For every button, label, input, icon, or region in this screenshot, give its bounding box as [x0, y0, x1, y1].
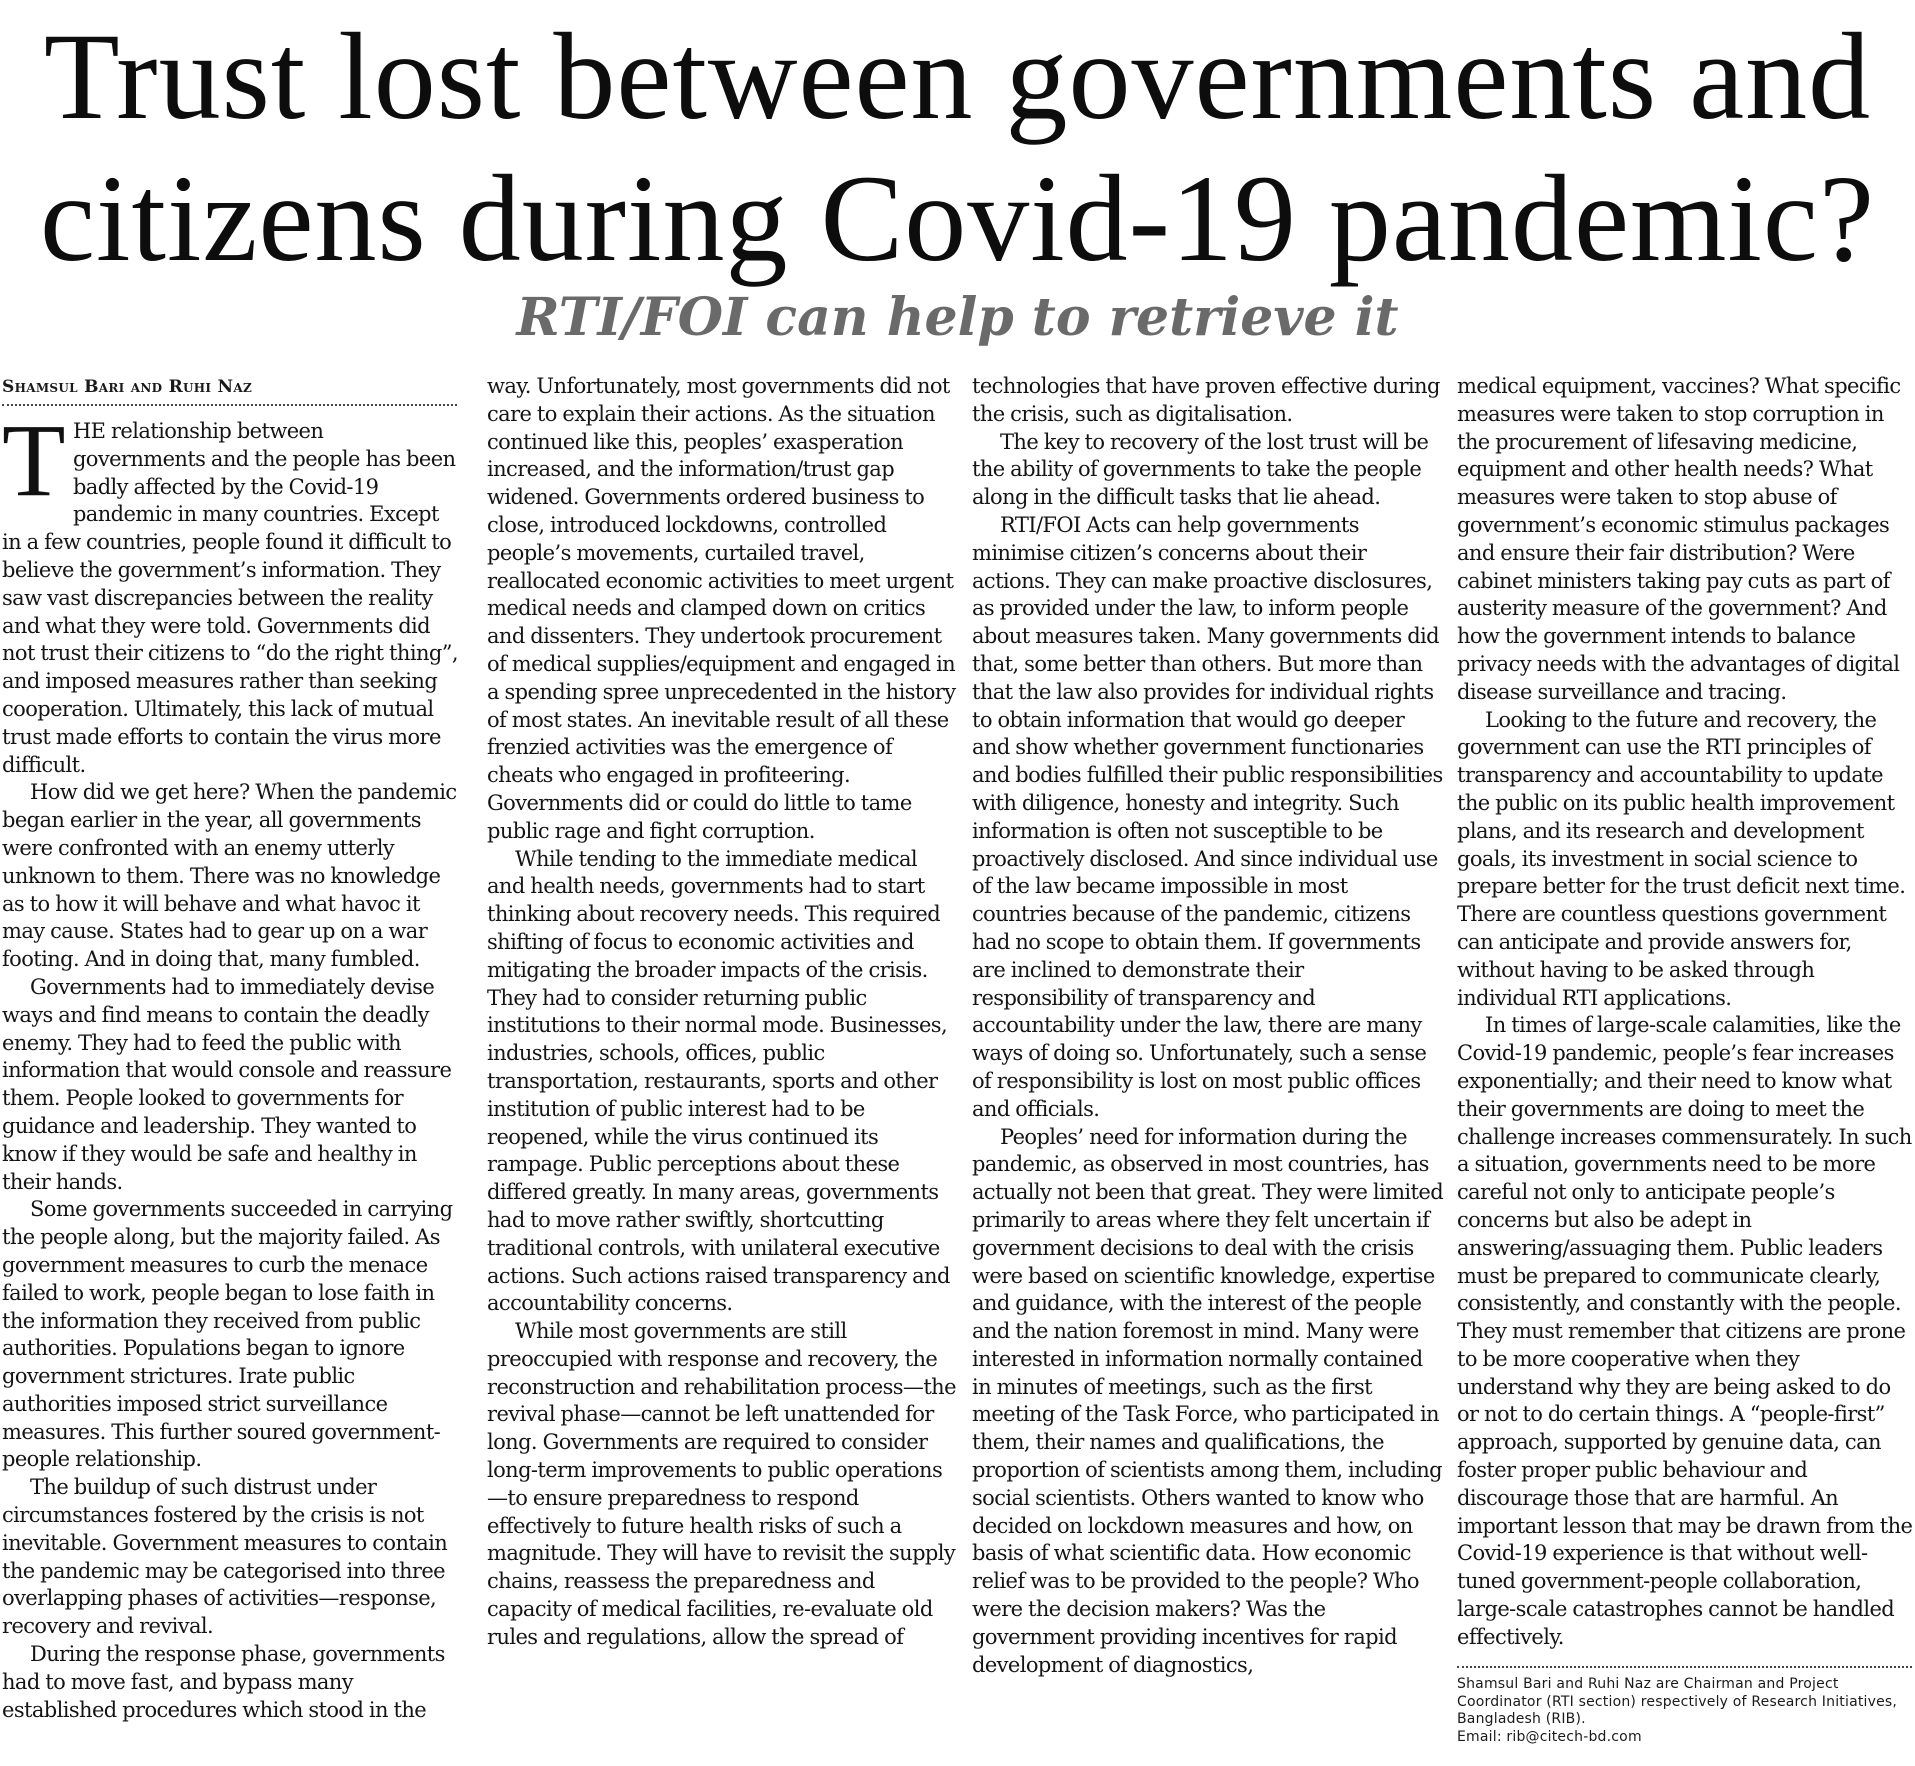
author-note-divider — [1457, 1666, 1912, 1668]
author-note — [1457, 1676, 1915, 1746]
paragraph: RTI/FOI Acts can help governments minimise citizen’s concerns about their actions. They can make proactive disclosures, as provided under the law, to inform people about measures taken. Many governments did that, some better than others. But more than that the law also provides for individual rights to obtain information that would go deeper and show whether government functionaries and bodies fulfilled their public responsibilities with diligence, honesty and integrity. Such information is often not susceptible to be proactively disclosed. And since individual use of the law became impossible in most countries because of the pandemic, citizens had no scope to obtain them. If governments are inclined to demonstrate their responsibility of transparency and accountability under the law, there are many ways of doing so. Unfortunately, such a sense of responsibility is lost on most public offices and officials. — [972, 512, 1443, 1121]
headline-line-2: citizens during Covid-19 pandemic? — [40, 150, 1875, 287]
byline-divider — [2, 404, 457, 406]
paragraph: How did we get here? When the pandemic began earlier in the year, all governments were confronted with an enemy utterly unknown to them. There was no knowledge as to how it will behave and what havoc it may cause. States had to gear up on a war footing. And in doing that, many fumbled. — [2, 780, 457, 972]
paragraph: Governments had to immediately devise ways and find means to contain the deadly enemy. They had to feed the public with information that would console and reassure them. People looked to governments for guidance and leadership. They wanted to know if they would be safe and healthy in their hands. — [2, 974, 452, 1194]
paragraph: Looking to the future and recovery, the government can use the RTI principles of transparency and accountability to update the public on its public health improvement plans, and its research and development goals, its investment in social science to prepare better for the trust deficit next time. There are countless questions government can anticipate and provide answers for, without having to be asked through individual RTI applications. — [1457, 707, 1906, 1010]
paragraph — [2, 403, 460, 779]
article-column-4 — [1457, 373, 1915, 1652]
article-column-3 — [972, 373, 1444, 1679]
author-bio: Shamsul Bari and Ruhi Naz are Chairman and Project Coordinator (RTI section) respectively of Research Initiatives, Bangladesh (RIB). — [1457, 1676, 1898, 1727]
paragraph: way. Unfortunately, most governments did not care to explain their actions. As the situation continued like this, peoples’ exasperation increased, and the information/trust gap widened. Governments ordered business to close, introduced lockdowns, controlled people’s movements, curtailed travel, reallocated economic activities to meet urgent medical needs and clamped down on critics and dissenters. They undertook procurement of medical supplies/equipment and engaged in a spending spree unprecedented in the history of most states. An inevitable result of all these frenzied activities was the emergence of cheats who engaged in profiteering. Governments did or could do little to tame public rage and fight corruption. — [487, 374, 956, 843]
paragraph: During the response phase, governments had to move fast, and bypass many established procedures which stood in the — [2, 1642, 445, 1722]
paragraph: In times of large-scale calamities, like the Covid-19 pandemic, people’s fear increases exponentially; and their need to know what their governments are doing to meet the challenge increases commensurately. In such a situation, governments need to be more careful not only to anticipate people’s concerns but also be adept in answering/assuaging them. Public leaders must be prepared to communicate clearly, consistently, and constantly with the people. They must remember that citizens are prone to be more cooperative when they understand why they are being asked to do or not to do certain things. A “people-first” approach, supported by genuine data, can foster proper public behaviour and discourage those that are harmful. An important lesson that may be drawn from the Covid-19 experience is that without well-tuned government-people collaboration, large-scale catastrophes cannot be handled effectively. — [1457, 1013, 1913, 1649]
byline: Shamsul Bari and Ruhi Naz — [2, 377, 253, 397]
paragraph: technologies that have proven effective during the crisis, such as digitalisation. — [972, 374, 1440, 426]
paragraph: While tending to the immediate medical and health needs, governments had to start thinking about recovery needs. This required shifting of focus to economic activities and mitigating the broader impacts of the crisis. They had to consider returning public institutions to their normal mode. Businesses, industries, schools, offices, public transportation, restaurants, sports and other institution of public interest had to be reopened, while the virus continued its rampage. Public perceptions about these differed greatly. In many areas, governments had to move rather swiftly, shortcutting traditional controls, with unilateral executive actions. Such actions raised transparency and accountability concerns. — [487, 846, 950, 1316]
author-email: Email: rib@citech-bd.com — [1457, 1728, 1642, 1745]
paragraph-text: HE relationship between governments and the people has been badly affected by the Covid-19 pandemic in many countries. Except in a few countries, people found it difficult to believe the government’s information. They saw vast discrepancies between the reality and what they were told. Governments did not trust their citizens to “do the right thing”, and imposed measures rather than seeking cooperation. Ultimately, this lack of mutual trust made efforts to contain the virus more difficult. — [2, 419, 458, 777]
article-column-2 — [487, 373, 959, 1652]
headline — [0, 6, 1915, 290]
paragraph: Peoples’ need for information during the pandemic, as observed in most countries, has actually not been that great. They were limited primarily to areas where they felt uncertain if government decisions to deal with the crisis were based on scientific knowledge, expertise and guidance, with the interest of the people and the nation foremost in mind. Many were interested in information normally contained in minutes of meetings, such as the first meeting of the Task Force, who participated in them, their names and qualifications, the proportion of scientists among them, including social scientists. Others wanted to know who decided on lockdown measures and how, on basis of what scientific data. How economic relief was to be provided to the people? Who were the decision makers? Was the government providing incentives for rapid development of diagnostics, — [972, 1124, 1444, 1677]
paragraph: The buildup of such distrust under circumstances fostered by the crisis is not inevitable. Government measures to contain the pandemic may be categorised into three overlapping phases of activities—response, recovery and revival. — [2, 1475, 448, 1639]
subheadline: RTI/FOI can help to retrieve it — [516, 287, 1399, 348]
paragraph: medical equipment, vaccines? What specific measures were taken to stop corruption in the procurement of lifesaving medicine, equipment and other health needs? What measures were taken to stop abuse of government’s economic stimulus packages and ensure their fair distribution? Were cabinet ministers taking pay cuts as part of austerity measure of the government? And how the government intends to balance privacy needs with the advantages of digital disease surveillance and tracing. — [1457, 374, 1901, 704]
paragraph: Some governments succeeded in carrying the people along, but the majority failed. As government measures to curb the menace failed to work, people began to lose faith in the information they received from public authorities. Populations began to ignore government strictures. Irate public authorities imposed strict surveillance measures. This further soured government-people relationship. — [2, 1197, 453, 1472]
headline-line-1: Trust lost between governments and — [43, 8, 1872, 145]
paragraph: While most governments are still preoccupied with response and recovery, the reconstruction and rehabilitation process—the revival phase—cannot be left unattended for long. Governments are required to consider long-term improvements to public operations—to ensure preparedness to respond effectively to future health risks of such a magnitude. They will have to revisit the supply chains, reassess the preparedness and capacity of medical facilities, re-evaluate old rules and regulations, allow the spread of — [487, 1319, 956, 1649]
article-column-1 — [2, 403, 460, 1724]
dropcap: T — [2, 403, 65, 518]
paragraph: The key to recovery of the lost trust will be the ability of governments to take the people along in the difficult tasks that lie ahead. — [972, 429, 1429, 510]
